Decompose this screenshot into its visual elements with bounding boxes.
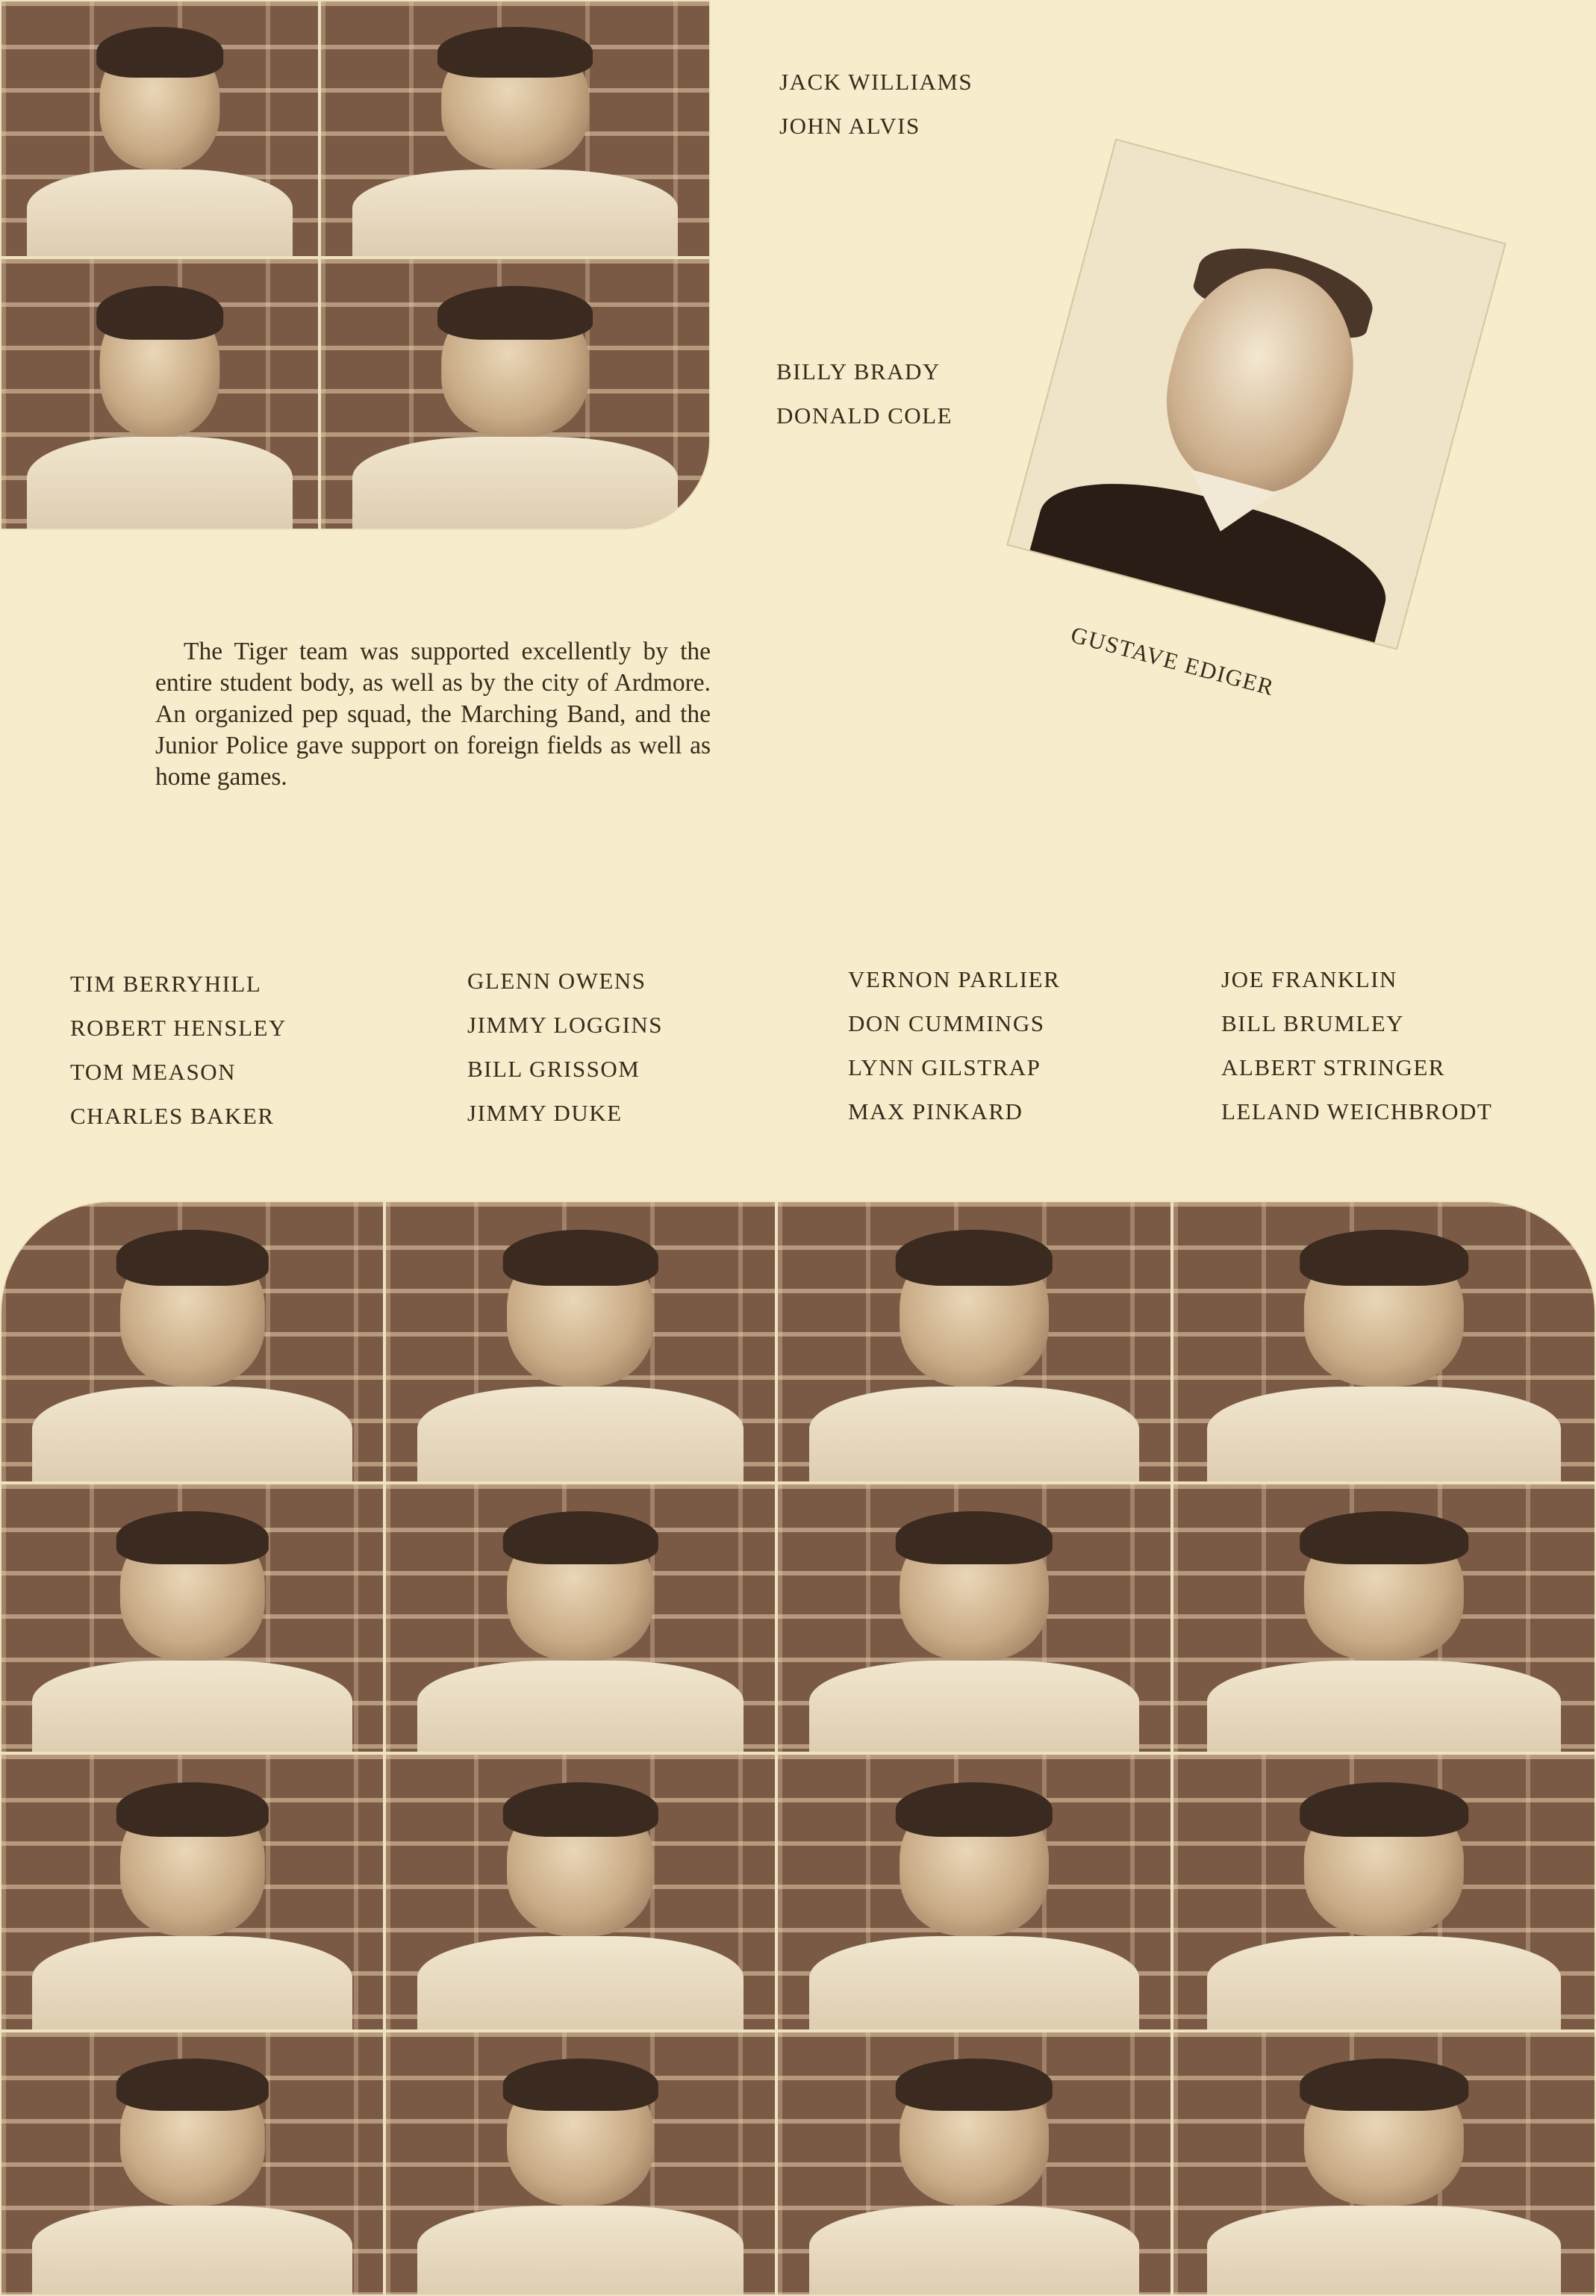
player-name: JACK WILLIAMS [779, 69, 973, 95]
player-name: DONALD COLE [776, 402, 953, 429]
caption-paragraph: The Tiger team was supported excellently by the entire student body, as well as by the city of Ardmore. An organized pep squad, the Marching Band, and the Junior Police gave support on foreign fields as well as home games. [155, 638, 711, 791]
player-name: BILL BRUMLEY [1221, 1010, 1405, 1036]
player-name: GLENN OWENS [467, 968, 646, 994]
player-photo [1172, 1753, 1596, 2031]
player-name: JIMMY LOGGINS [467, 1012, 664, 1038]
player-photo [1172, 1201, 1596, 1483]
player-photo [776, 2031, 1172, 2296]
roster-column-4 [1221, 957, 1492, 1133]
player-name: JOHN ALVIS [779, 113, 920, 139]
player-name: LYNN GILSTRAP [848, 1054, 1041, 1080]
player-photo [319, 258, 711, 530]
player-name: TOM MEASON [70, 1059, 236, 1085]
top-photo-names-b [776, 349, 953, 438]
player-photo [1172, 2031, 1596, 2296]
roster-column-3 [848, 957, 1060, 1133]
player-name: BILLY BRADY [776, 358, 941, 385]
player-name: BILL GRISSOM [467, 1056, 640, 1082]
top-photo-names-a [779, 60, 973, 148]
player-name: JOE FRANKLIN [1221, 966, 1397, 992]
player-photo [384, 1201, 776, 1483]
player-name: JIMMY DUKE [467, 1100, 623, 1126]
player-photo [384, 1753, 776, 2031]
player-name: DON CUMMINGS [848, 1010, 1045, 1036]
player-photo [776, 1483, 1172, 1753]
coach-name: GUSTAVE EDIGER [1067, 621, 1278, 701]
player-photo [1172, 1483, 1596, 1753]
player-photo [0, 1201, 384, 1483]
player-photo [776, 1753, 1172, 2031]
player-photo [0, 2031, 384, 2296]
player-photo [384, 1483, 776, 1753]
player-photo [0, 1483, 384, 1753]
player-name: ALBERT STRINGER [1221, 1054, 1445, 1080]
player-photo [0, 0, 319, 258]
roster-column-2 [467, 959, 663, 1135]
player-name: VERNON PARLIER [848, 966, 1061, 992]
player-photo [0, 1753, 384, 2031]
roster-column-1 [70, 962, 287, 1138]
player-name: TIM BERRYHILL [70, 971, 262, 997]
player-photo [0, 258, 319, 530]
player-name: CHARLES BAKER [70, 1103, 275, 1129]
player-photo [384, 2031, 776, 2296]
player-name: ROBERT HENSLEY [70, 1015, 287, 1041]
player-photo [319, 0, 711, 258]
player-photo [776, 1201, 1172, 1483]
coach-portrait [1006, 138, 1506, 650]
player-name: MAX PINKARD [848, 1098, 1023, 1124]
player-name: LELAND WEICHBRODT [1221, 1098, 1493, 1124]
